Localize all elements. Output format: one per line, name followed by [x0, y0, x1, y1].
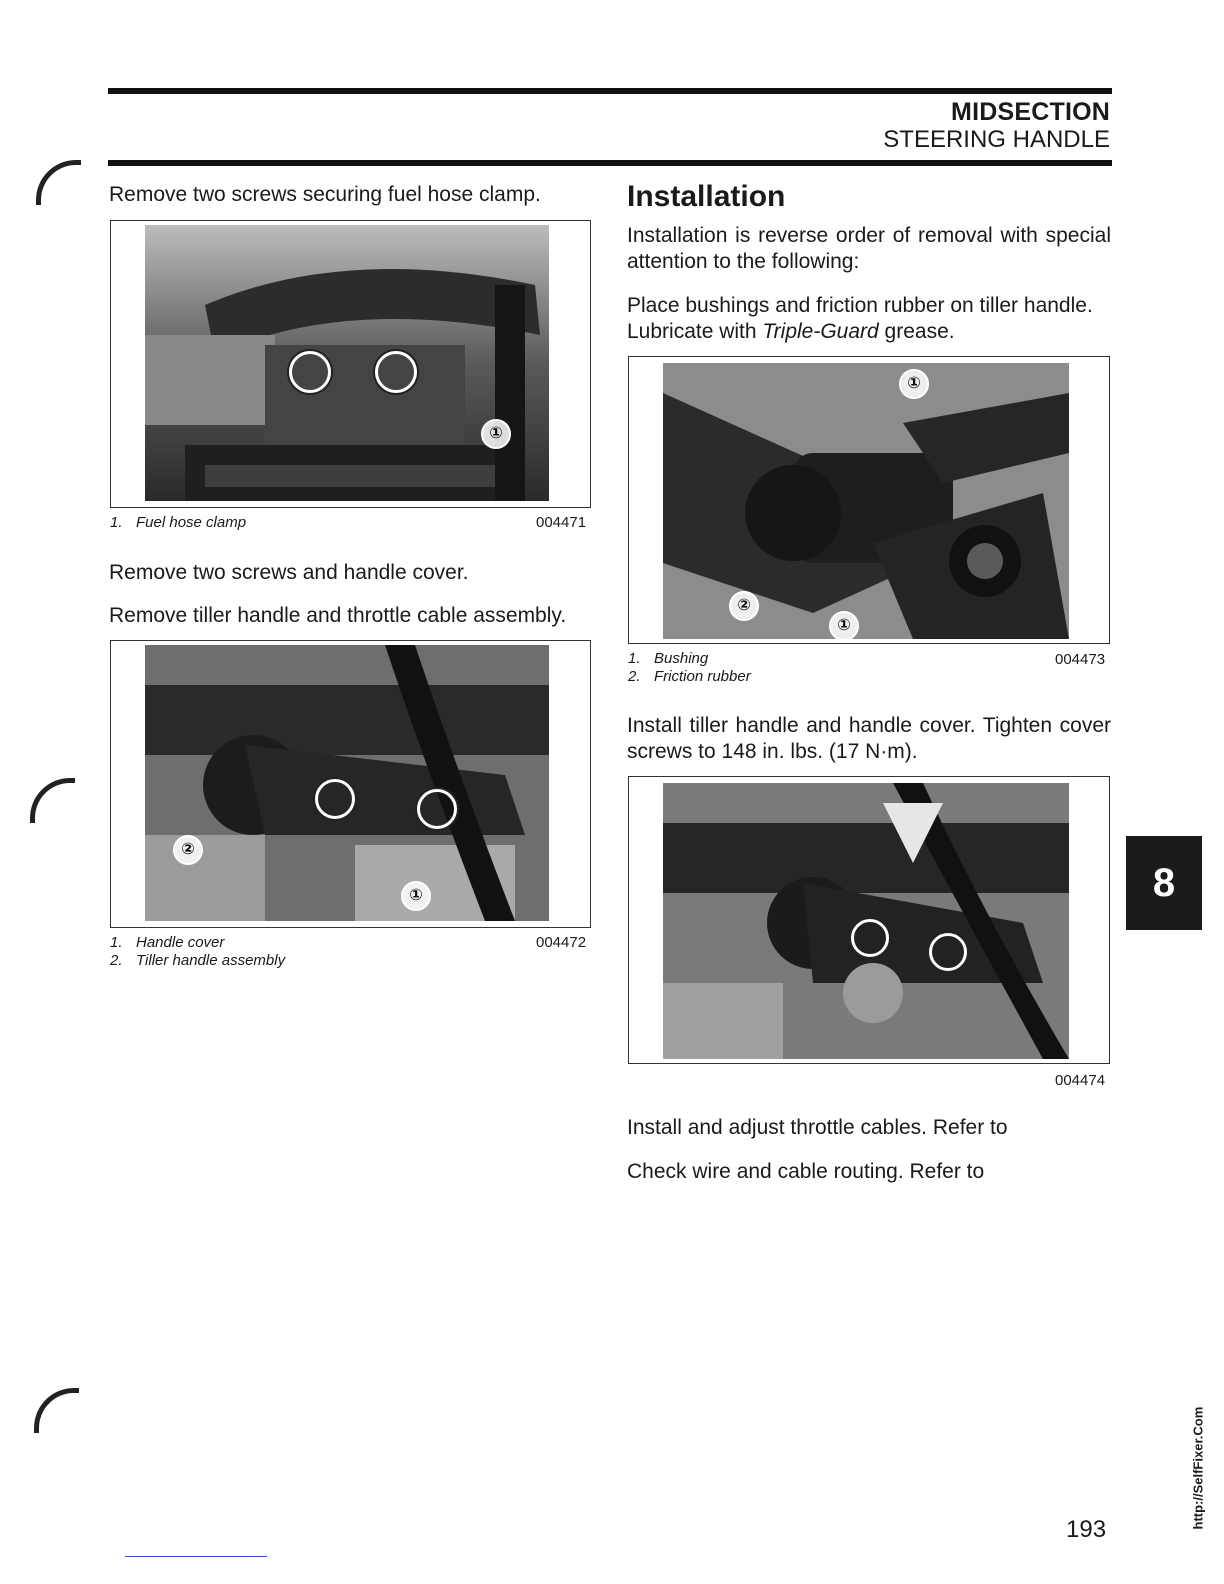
caption-item: 1. Fuel hose clamp [110, 514, 247, 531]
callout-1: ① [401, 881, 431, 911]
page-number: 193 [1066, 1516, 1107, 1543]
left-paragraph-1: Remove two screws securing fuel hose clamp. [109, 183, 541, 206]
section-title: MIDSECTION [951, 98, 1110, 126]
header-rule-top [108, 88, 1112, 94]
fig1-caption [110, 514, 470, 532]
caption-item: 2. Friction rubber [628, 668, 751, 685]
screw-ring-right [929, 933, 967, 971]
photo-handle-cover [145, 645, 549, 921]
installation-heading: Installation [627, 180, 786, 213]
subsection-title: STEERING HANDLE [883, 126, 1110, 153]
screw-ring-left [851, 919, 889, 957]
figure-bushing [628, 356, 1110, 644]
figure-fuel-hose-clamp [110, 220, 591, 508]
callout-2: ② [729, 591, 759, 621]
fig2-caption [110, 934, 470, 970]
left-paragraph-3: Remove tiller handle and throttle cable assembly. [109, 604, 567, 627]
binder-mark-top [36, 160, 81, 205]
fig3-number: 004473 [1055, 651, 1106, 668]
header-rule-bottom [108, 160, 1112, 166]
binder-mark-bottom [34, 1388, 79, 1433]
fig1-number: 004471 [536, 514, 587, 531]
callout-2: ② [173, 835, 203, 865]
callout-1: ① [899, 369, 929, 399]
photo-fuel-hose-clamp [145, 225, 549, 501]
screw-ring-left [289, 351, 331, 393]
figure-install-handle [628, 776, 1110, 1064]
screw-ring-left [315, 779, 355, 819]
callout-1: ① [829, 611, 859, 639]
caption-item: 1. Handle cover [110, 934, 225, 951]
figure-handle-cover [110, 640, 591, 928]
caption-item: 1. Bushing [628, 650, 709, 667]
chapter-tab: 8 [1126, 836, 1202, 930]
fig3-caption [628, 650, 988, 686]
screw-ring-right [417, 789, 457, 829]
right-paragraph-3: Install tiller handle and handle cover. Tighten cover screws to 148 in. lbs. (17 N·m). [627, 714, 1111, 763]
right-paragraph-2: Place bushings and friction rubber on tiller handle. Lubricate with Triple-Guard grease. [627, 294, 1093, 343]
photo-install-handle [663, 783, 1069, 1059]
photo-bushing [663, 363, 1069, 639]
right-paragraph-4: Install and adjust throttle cables. Refer to [627, 1116, 1008, 1139]
fig2-number: 004472 [536, 934, 587, 951]
side-url: http://SelfFixer.Com [1190, 1406, 1206, 1530]
right-paragraph-1: Installation is reverse order of removal with special attention to the following: [627, 224, 1111, 273]
caption-item: 2. Tiller handle assembly [110, 952, 286, 969]
screw-ring-right [375, 351, 417, 393]
footer-link-underline[interactable] [125, 1556, 267, 1557]
right-paragraph-5: Check wire and cable routing. Refer to [627, 1160, 985, 1183]
left-paragraph-2: Remove two screws and handle cover. [109, 561, 469, 584]
callout-1: ① [481, 419, 511, 449]
fig4-number: 004474 [1055, 1072, 1106, 1089]
binder-mark-middle [30, 778, 75, 823]
